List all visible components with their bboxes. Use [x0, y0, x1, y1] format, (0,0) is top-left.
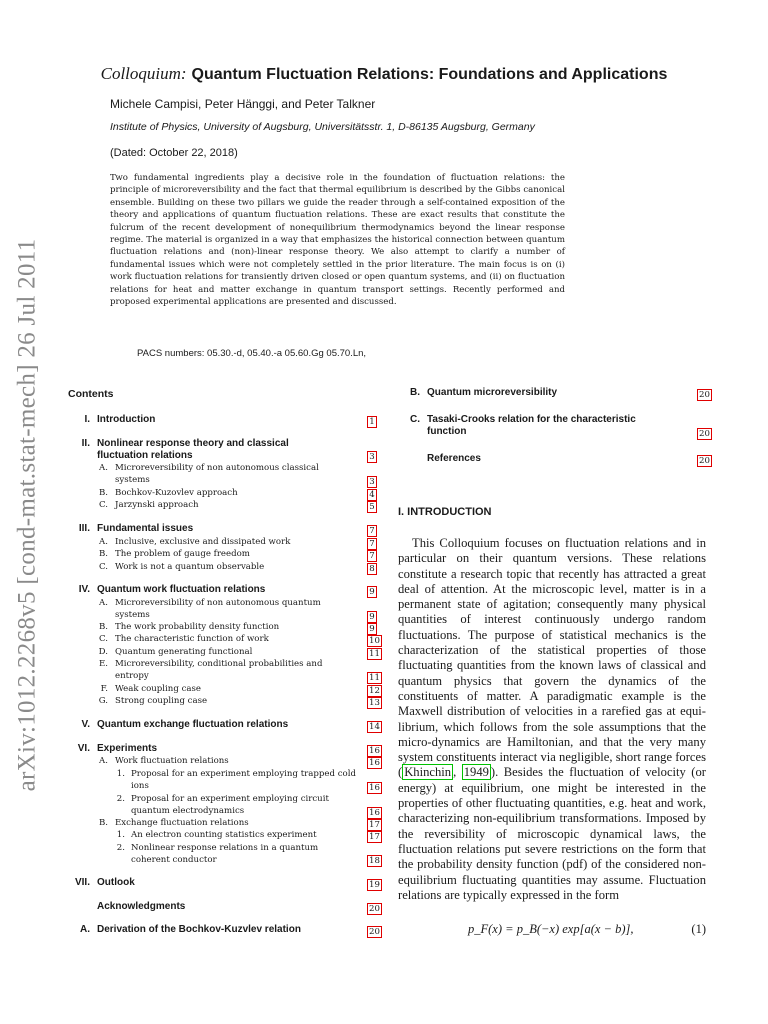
toc-page-link[interactable]: 12 [369, 686, 380, 696]
toc-number: A. [99, 537, 108, 547]
toc-link[interactable]: Nonlinear response relations in a quantum [131, 843, 319, 853]
toc-number: C. [98, 562, 108, 572]
toc-link[interactable]: Bochkov-Kuzovlev approach [115, 488, 238, 498]
toc-link[interactable]: Derivation of the Bochkov-Kuzvlev relation [97, 924, 301, 935]
toc-page-link[interactable]: 20 [699, 429, 710, 439]
toc-number: 1. [116, 769, 125, 779]
toc-link[interactable]: Microreversibility of non autonomous quantum [115, 598, 321, 608]
toc-number: E. [98, 659, 108, 669]
toc-number: VII. [74, 877, 90, 888]
toc-page-link[interactable]: 3 [367, 476, 377, 488]
title-lead: Colloquium: [100, 64, 187, 83]
toc-link[interactable]: Strong coupling case [115, 696, 208, 706]
toc-number: G. [98, 696, 108, 706]
toc-number: A. [99, 756, 108, 766]
toc-number: A. [99, 463, 108, 473]
toc-link[interactable]: Inclusive, exclusive and dissipated work [115, 537, 291, 547]
toc-number: B. [98, 818, 108, 828]
toc-page-link[interactable]: 16 [369, 758, 380, 768]
toc-link[interactable]: Introduction [97, 414, 156, 425]
toc-link[interactable]: Weak coupling case [115, 684, 201, 694]
toc-link[interactable]: Outlook [97, 877, 135, 888]
toc-page-link[interactable]: 13 [369, 698, 380, 708]
toc-page-link[interactable]: 5 [367, 501, 377, 513]
toc-number: B. [98, 488, 108, 498]
toc-page-link[interactable]: 16 [369, 808, 380, 818]
paper-title [0, 64, 768, 84]
affiliation: Institute of Physics, University of Augsburg, Universitätsstr. 1, D-86135 Augsburg, Germany [110, 121, 535, 133]
toc-link[interactable]: Proposal for an experiment employing circuit [131, 794, 329, 804]
date-line: (Dated: October 22, 2018) [110, 147, 238, 159]
toc-number: B. [410, 387, 420, 398]
toc-link[interactable]: References [427, 453, 481, 464]
toc-page-link[interactable]: 9 [367, 586, 377, 598]
toc-link[interactable]: Quantum microreversibility [427, 387, 558, 398]
toc-link[interactable]: Experiments [97, 743, 158, 754]
toc-page-link[interactable]: 20 [699, 456, 710, 466]
arxiv-identifier-stamp [2, 225, 52, 805]
toc-link-continued[interactable]: quantum electrodynamics [131, 806, 245, 816]
toc-link-continued[interactable]: function [427, 426, 467, 437]
body-text: This Colloquium focuses on fluctuation relations and in particular on their quantum versions. These relations constitute a research topic that recently has attracted a great deal of attention. At the microscopic level, matter is in a permanent state of agitation; consequently many physical quantities of interest continuously undergo random fluctuations. The purpose of statistical mechanics is the characterization of the statistical properties of those fluctuating quantities from the known laws of classical and quantum physics that govern the dynamics of the constituents of matter. A paradigmatic example is the Maxwell distribution of velocities in a rarefied gas at equilibrium, which follows from the sole assumptions that the micro-dynamics are Hamiltonian, and that the very many system constituents interact via negligible, short range forces ( [398, 536, 706, 780]
toc-number: 2. [116, 794, 125, 804]
toc-link[interactable]: Proposal for an experiment employing trapped cold [131, 769, 356, 779]
toc-page-link[interactable]: 9 [367, 623, 377, 635]
toc-number: B. [98, 622, 108, 632]
toc-number: II. [81, 438, 90, 449]
toc-page-link[interactable]: 8 [367, 563, 377, 575]
toc-page-link[interactable]: 9 [367, 611, 377, 623]
toc-link[interactable]: Tasaki-Crooks relation for the characteristic [427, 414, 636, 425]
author-list: Michele Campisi, Peter Hänggi, and Peter Talkner [110, 97, 376, 111]
toc-link[interactable]: The work probability density function [115, 622, 280, 632]
toc-page-link[interactable]: 17 [369, 820, 380, 830]
toc-link[interactable]: Jarzynski approach [115, 500, 199, 510]
arxiv-identifier-text: arXiv:1012.2268v5 [cond-mat.stat-mech] 26 Jul 2011 [13, 238, 41, 792]
toc-link[interactable]: Nonlinear response theory and classical [97, 438, 289, 449]
toc-link-continued[interactable]: entropy [115, 671, 149, 681]
toc-link[interactable]: Microreversibility, conditional probabilities and [115, 659, 323, 669]
toc-number: A. [99, 598, 108, 608]
toc-page-link[interactable]: 20 [369, 904, 380, 914]
toc-link-continued[interactable]: fluctuation relations [97, 450, 193, 461]
toc-number: V. [81, 719, 90, 730]
toc-link[interactable]: Exchange fluctuation relations [115, 818, 249, 828]
title-main: Quantum Fluctuation Relations: Foundations and Applications [191, 66, 668, 83]
toc-number: D. [98, 647, 108, 657]
citation-link[interactable]: Khinchin [404, 765, 452, 780]
toc-number: III. [78, 523, 90, 534]
toc-number: B. [98, 549, 108, 559]
toc-link[interactable]: Acknowledgments [97, 901, 186, 912]
toc-number: C. [98, 500, 108, 510]
citation-year-link[interactable]: 1949 [463, 765, 489, 780]
toc-link[interactable]: Work is not a quantum observable [115, 562, 265, 572]
toc-page-link[interactable]: 20 [699, 390, 710, 400]
equation-number: (1) [691, 922, 706, 936]
toc-page-link[interactable]: 14 [369, 722, 380, 732]
toc-page-link[interactable]: 16 [369, 746, 380, 756]
toc-number: IV. [78, 584, 90, 595]
toc-page-link[interactable]: 20 [369, 927, 380, 937]
contents-heading: Contents [68, 388, 114, 400]
toc-link-continued[interactable]: systems [115, 610, 150, 620]
toc-number: VI. [77, 743, 90, 754]
toc-number: C. [98, 634, 108, 644]
toc-number: 2. [116, 843, 125, 853]
toc-page-link[interactable]: 19 [369, 880, 380, 890]
body-text: ). Besides the fluctuation of velocity (or energy) at equilibrium, one might be interested in the properties of other fluctuating quantities, e.g. heat and work, characterizing non-equilibrium transformations. Imposed by the reversibility of microscopic dynamical laws, the fluctuation relations put severe restrictions on the form that the probability density function (pdf) of the considered non-equilibrium fluctuating quantities may assume. Fluctuation relations are typically expressed in the form [398, 765, 706, 902]
toc-page-link[interactable]: 17 [369, 832, 380, 842]
toc-number: F. [100, 684, 108, 694]
toc-link-continued[interactable]: coherent conductor [131, 855, 217, 865]
toc-link[interactable]: Work fluctuation relations [115, 756, 229, 766]
toc-page-link[interactable]: 1 [367, 416, 377, 428]
toc-number: A. [80, 924, 90, 935]
toc-page-link[interactable]: 11 [369, 649, 380, 659]
section-heading-introduction: I. INTRODUCTION [398, 506, 492, 518]
pacs-numbers: PACS numbers: 05.30.-d, 05.40.-a 05.60.Gg 05.70.Ln, [137, 348, 367, 359]
toc-link[interactable]: Quantum work fluctuation relations [97, 584, 266, 595]
toc-link[interactable]: Microreversibility of non autonomous classical [115, 463, 319, 473]
toc-number: I. [84, 414, 90, 425]
toc-link[interactable]: An electron counting statistics experiment [131, 830, 317, 840]
abstract: Two fundamental ingredients play a decisive role in the foundation of fluctuation relations: the principle of microreversibility and the fact that thermal equilibrium is described by the Gibbs canonical ensemble. Building on these two pillars we guide the reader through a self-contained exposition of the theory and applications of quantum fluctuation relations. These are exact results that constitute the fulcrum of the recent development of nonequilibrium thermodynamics beyond the linear response regime. The material is organized in a way that emphasizes the historical connection between quantum fluctuation relations and (non)-linear response theory. We also attempt to clarify a number of fundamental issues which were not completely settled in the prior literature. The main focus is on (i) work fluctuation relations for transiently driven closed or open quantum systems, and (ii) on fluctuation relations for heat and matter exchange in quantum transport settings. Recently performed and proposed experimental applications are presented and discussed. [110, 173, 565, 308]
toc-link[interactable]: Quantum exchange fluctuation relations [97, 719, 289, 730]
toc-link[interactable]: The characteristic function of work [115, 634, 269, 644]
toc-page-link[interactable]: 18 [369, 856, 380, 866]
toc-page-link[interactable]: 11 [369, 673, 380, 683]
toc-page-link[interactable]: 10 [369, 636, 380, 646]
toc-number: 1. [116, 830, 125, 840]
introduction-paragraph: This Colloquium focuses on fluctuation relations and in particular on their quantum versions. These relations constitute a research topic that recently has attracted a great deal of attention. At the microscopic level, matter is in a permanent state of agitation; consequently many physical quantities of interest continuously undergo random fluctuations. The purpose of statistical mechanics is the characterization of the statistical properties of those fluctuating quantities from the known laws of classical and quantum physics that govern the dynamics of the constituents of matter. A paradigmatic example is the Maxwell distribution of velocities in a rarefied gas at equilibrium, which follows from the sole assumptions that the micro-dynamics are Hamiltonian, and that the very many system constituents interact via negligible, short range forces ( Khinchin , 1949 ). Besides the fluctuation of velocity (or energy) at equilibrium, one might be interested in the properties of other fluctuating quantities, e.g. heat and work, characterizing non-equilibrium transformations. Imposed by the reversibility of microscopic dynamical laws, the fluctuation relations put severe restrictions on the form that the probability density function (pdf) of the considered non-equilibrium fluctuating quantities may assume. Fluctuation relations are typically expressed in the form [398, 536, 706, 902]
toc-page-link[interactable]: 4 [367, 489, 377, 501]
toc-number: C. [410, 414, 420, 425]
toc-page-link[interactable]: 3 [367, 451, 377, 463]
toc-page-link[interactable]: 7 [367, 525, 377, 537]
toc-link[interactable]: The problem of gauge freedom [115, 549, 250, 559]
toc-page-link[interactable]: 7 [367, 538, 377, 550]
toc-link[interactable]: Quantum generating functional [115, 647, 253, 657]
toc-link-continued[interactable]: ions [131, 781, 149, 791]
toc-page-link[interactable]: 7 [367, 550, 377, 562]
equation-formula: p_F(x) = p_B(−x) exp[a(x − b)], [468, 922, 634, 936]
toc-link[interactable]: Fundamental issues [97, 523, 194, 534]
toc-page-link[interactable]: 16 [369, 783, 380, 793]
toc-link-continued[interactable]: systems [115, 475, 150, 485]
